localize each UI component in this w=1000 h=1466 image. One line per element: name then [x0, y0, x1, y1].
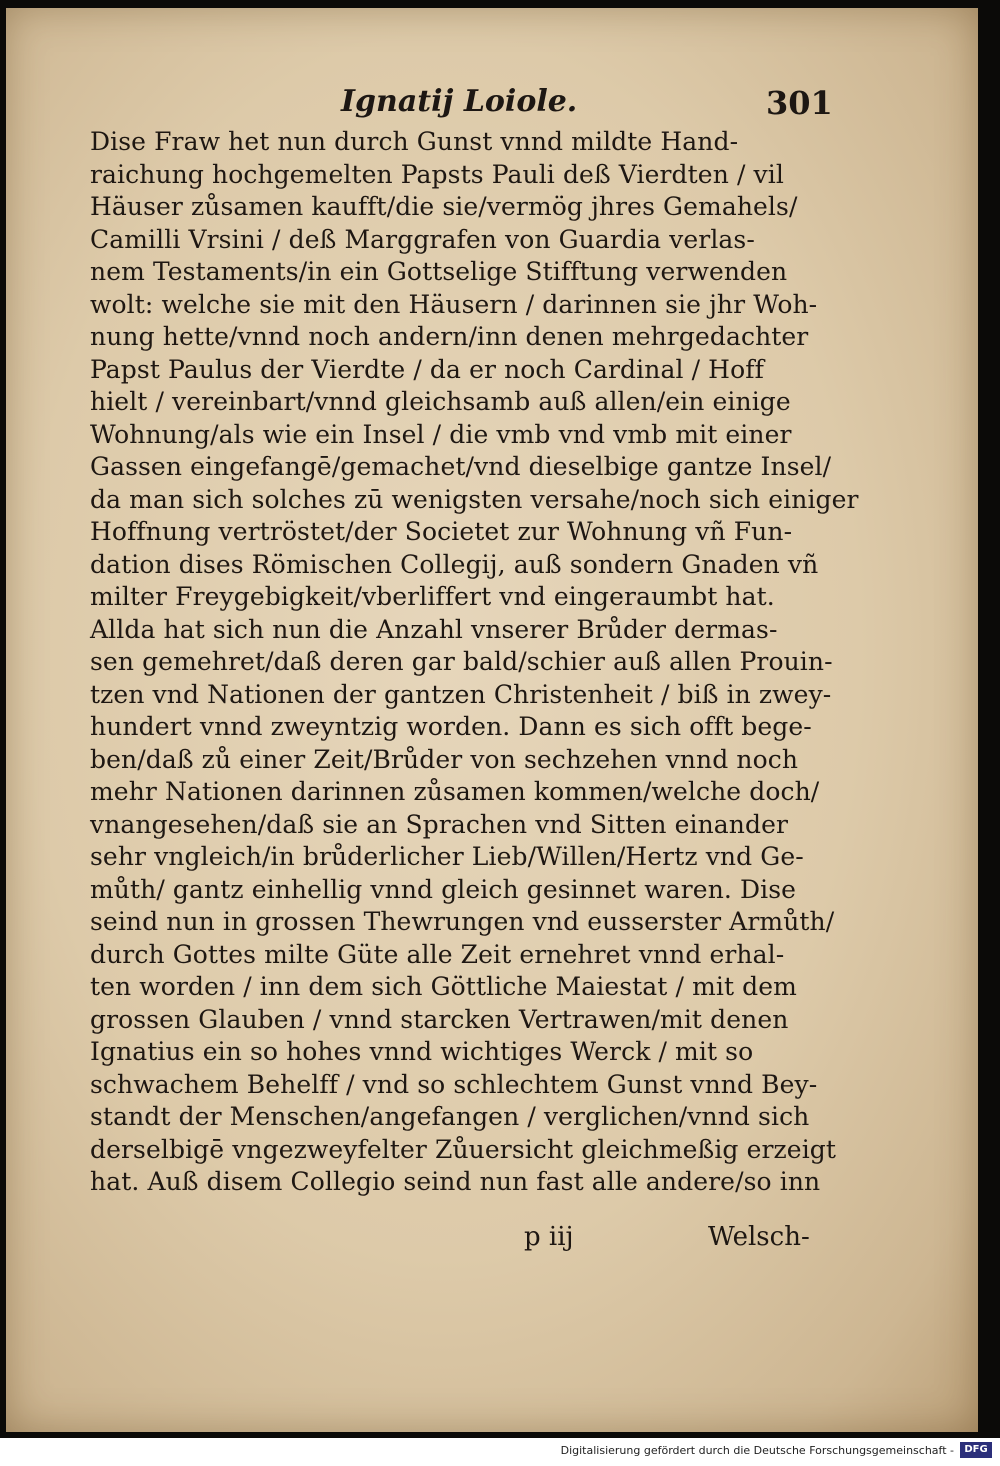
text-line: Häuser zůsamen kaufft/die sie/vermög jhres Gemahels/: [90, 192, 798, 221]
text-line: durch Gottes milte Güte alle Zeit ernehret vnnd erhal-: [90, 939, 785, 969]
text-line: Papst Paulus der Vierdte / da er noch Cardinal / Hoff: [90, 354, 764, 384]
page-number: 301: [766, 84, 833, 122]
running-title: Ignatij Loiole.: [341, 84, 578, 119]
text-line: derselbigē vngezweyfelter Zůuersicht gleichmeßig erzeigt: [90, 1134, 837, 1164]
text-line: ten worden / inn dem sich Göttliche Maiestat / mit dem: [90, 972, 797, 1001]
credit-bar: [0, 1438, 1000, 1466]
text-line: seind nun in grossen Thewrungen vnd eusserster Armůth/: [90, 907, 835, 936]
page-footer: [96, 1222, 828, 1262]
text-line: wolt: welche sie mit den Häusern / darinnen sie jhr Woh-: [90, 289, 818, 319]
dfg-logo-icon: DFG: [960, 1442, 992, 1458]
text-line: Camilli Vrsini / deß Marggrafen von Guardia verlas-: [90, 224, 755, 254]
text-line: schwachem Behelff / vnd so schlechtem Gunst vnnd Bey-: [90, 1069, 818, 1099]
text-line: Ignatius ein so hohes vnnd wichtiges Werck / mit so: [90, 1037, 754, 1066]
text-line: Hoffnung vertröstet/der Societet zur Wohnung vñ Fun-: [90, 517, 793, 546]
text-line: sehr vngleich/in brůderlicher Lieb/Willen/Hertz vnd Ge-: [90, 842, 804, 871]
text-line: můth/ gantz einhellig vnnd gleich gesinnet waren. Dise: [90, 874, 797, 904]
text-line: hat. Auß disem Collegio seind nun fast alle andere/so inn: [90, 1167, 821, 1196]
text-line: Allda hat sich nun die Anzahl vnserer Brůder dermas-: [90, 614, 778, 644]
text-line: nung hette/vnnd noch andern/inn denen mehrgedachter: [90, 322, 809, 351]
page-header: [6, 84, 978, 124]
catchword: Welsch-: [708, 1222, 810, 1252]
signature-mark: p iij: [524, 1222, 574, 1252]
text-line: Wohnung/als wie ein Insel / die vmb vnd vmb mit einer: [90, 419, 792, 449]
text-line: grossen Glauben / vnnd starcken Vertrawen/mit denen: [90, 1004, 789, 1034]
text-line: ben/daß zů einer Zeit/Brůder von sechzehen vnnd noch: [90, 744, 799, 774]
text-line: hielt / vereinbart/vnnd gleichsamb auß allen/ein einige: [90, 387, 791, 416]
text-line: sen gemehret/daß deren gar bald/schier auß allen Prouin-: [90, 647, 833, 676]
text-line: nem Testaments/in ein Gottselige Stifftung verwenden: [90, 257, 788, 286]
text-line: tzen vnd Nationen der gantzen Christenheit / biß in zwey-: [90, 679, 832, 709]
text-line: hundert vnnd zweyntzig worden. Dann es sich offt bege-: [90, 712, 812, 741]
text-line: dation dises Römischen Collegij, auß sondern Gnaden vñ: [90, 549, 819, 579]
text-line: Dise Fraw het nun durch Gunst vnnd mildte Hand-: [90, 127, 739, 156]
text-line: standt der Menschen/angefangen / verglichen/vnnd sich: [90, 1102, 810, 1131]
body-text: [90, 126, 859, 1199]
funding-credit: Digitalisierung gefördert durch die Deutsche Forschungsgemeinschaft -: [560, 1444, 954, 1457]
text-line: milter Freygebigkeit/vberliffert vnd eingeraumbt hat.: [90, 582, 775, 611]
text-line: raichung hochgemelten Papsts Pauli deß Vierdten / vil: [90, 159, 784, 189]
text-line: da man sich solches zū wenigsten versahe/noch sich einiger: [90, 484, 859, 514]
text-line: vnangesehen/daß sie an Sprachen vnd Sitten einander: [90, 809, 789, 839]
text-line: Gassen eingefangē/gemachet/vnd dieselbige gantze Insel/: [90, 452, 832, 481]
text-line: mehr Nationen darinnen zůsamen kommen/welche doch/: [90, 777, 820, 806]
